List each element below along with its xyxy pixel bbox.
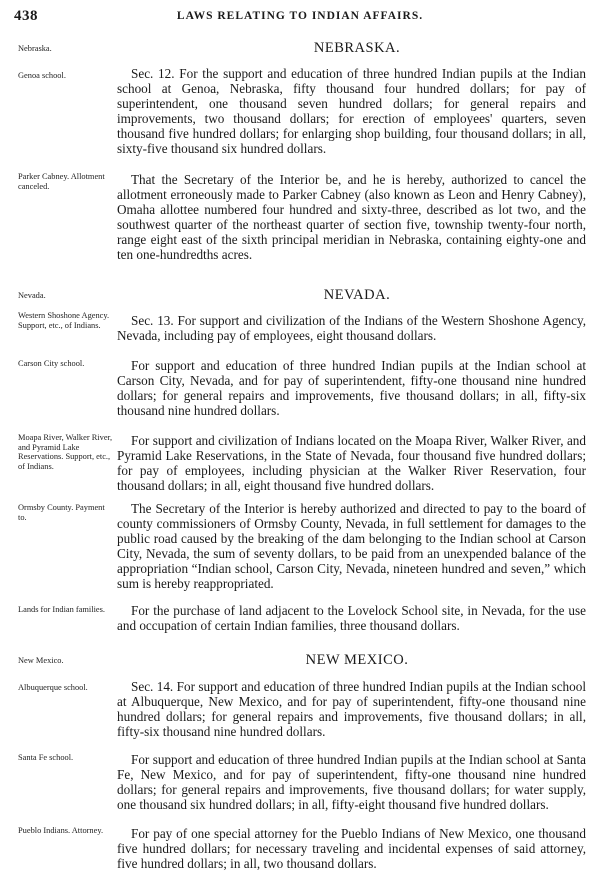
state-heading-nebraska: NEBRASKA. [313,40,401,56]
margin-note-albuquerque-school: Albuquerque school. [18,683,88,692]
margin-note-nevada: Nevada. [18,291,46,300]
page-header [14,8,586,28]
paragraph-sec-13-shoshone: Sec. 13. For support and civilization of the Indians of the Western Shoshone Agency, Nevada, including pay of employees, eight thousand dollars. [117,313,586,344]
margin-note-parker-cabney: Parker Cabney. Allotment canceled. [18,172,105,191]
state-heading-new-mexico: NEW MEXICO. [305,652,409,668]
paragraph-lovelock-land: For the purchase of land adjacent to the Lovelock School site, in Nevada, for the use and occupation of certain Indian families, three thousand dollars. [117,603,586,634]
paragraph-santa-fe: For support and education of three hundred Indian pupils at the Indian school at Santa Fe, New Mexico, and for pay of superintendent, fifty-one thousand nine hundred dollars; for general repairs and improvements, five thousand dollars; for water supply, one thousand six hundred dollars; in all, fifty-eight thousand five hundred dollars. [117,752,586,813]
running-title: LAWS RELATING TO INDIAN AFFAIRS. [176,10,424,22]
paragraph-ormsby-county: The Secretary of the Interior is hereby authorized and directed to pay to the board of county commissioners of Ormsby County, Nevada, in full settlement for damages to the public road caused by the breaking of the dam belonging to the Indian school at Carson City, Nevada, the sum of seventy dollars, to be paid from an unexpended balance of the appropriation “Indian school, Carson City, Nevada, nineteen hundred and seven,” which sum is hereby reappropriated. [117,501,586,592]
state-heading-nevada: NEVADA. [323,287,391,303]
margin-note-carson-city-school: Carson City school. [18,359,85,368]
paragraph-moapa-walker-pyramid: For support and civilization of Indians located on the Moapa River, Walker River, and Pyramid Lake Reservations, in the State of Nevada, four thousand five hundred dollars; for pay of employees, including physician at the Walker River Reservation, four thousand dollars; in all, eight thousand five hundred dollars. [117,433,586,494]
paragraph-sec-12-genoa: Sec. 12. For the support and education of three hundred Indian pupils at the Indian school at Genoa, Nebraska, fifty thousand four hundred dollars; for pay of superintendent, one thousand seven hundred dollars; for general repairs and improvements, two thousand dollars; for erection of employees' quarters, seven thousand five hundred dollars; for enlarging shop building, four thousand dollars; in all, sixty-five thousand six hundred dollars. [117,66,586,157]
paragraph-carson-city: For support and education of three hundred Indian pupils at the Indian school at Carson City, Nevada, and for pay of superintendent, fifty-one thousand nine hundred dollars; for general repairs and improvements, five thousand dollars; in all, fifty-six thousand nine hundred dollars. [117,358,586,419]
paragraph-pueblo-attorney: For pay of one special attorney for the Pueblo Indians of New Mexico, one thousand five hundred dollars; for necessary traveling and incidental expenses of said attorney, five hundred dollars; in all, two thousand dollars. [117,826,586,872]
page-number: 438 [14,8,38,24]
margin-note-santa-fe-school: Santa Fe school. [18,753,74,762]
margin-note-new-mexico: New Mexico. [18,656,64,665]
margin-note-nebraska: Nebraska. [18,44,52,53]
paragraph-parker-cabney: That the Secretary of the Interior be, and he is hereby, authorized to cancel the allotment erroneously made to Parker Cabney (also known as Leon and Henry Cabney), Omaha allottee numbered four hundred and sixty-three, described as lot two, and the southwest quarter of the northeast quarter of section five, township twenty-four north, range eight east of the sixth principal meridian in Nebraska, containing eighty-one and ten one-hundredths acres. [117,172,586,263]
margin-note-western-shoshone: Western Shoshone Agency. Support, etc., of Indians. [18,311,110,330]
margin-note-moapa-river: Moapa River, Walker River, and Pyramid Lake Reservations. Support, etc., of Indians. [18,433,113,471]
paragraph-sec-14-albuquerque: Sec. 14. For support and education of three hundred Indian pupils at the Indian school at Albuquerque, New Mexico, and for pay of superintendent, fifty-one thousand nine hundred dollars; for general repairs and improvements, five thousand dollars; in all, fifty-six thousand nine hundred dollars. [117,679,586,740]
margin-note-pueblo-indians: Pueblo Indians. Attorney. [18,826,104,835]
margin-note-lands-for-indian-families: Lands for Indian families. [18,605,105,614]
margin-note-genoa-school: Genoa school. [18,71,66,80]
margin-note-ormsby-county: Ormsby County. Payment to. [18,503,105,522]
